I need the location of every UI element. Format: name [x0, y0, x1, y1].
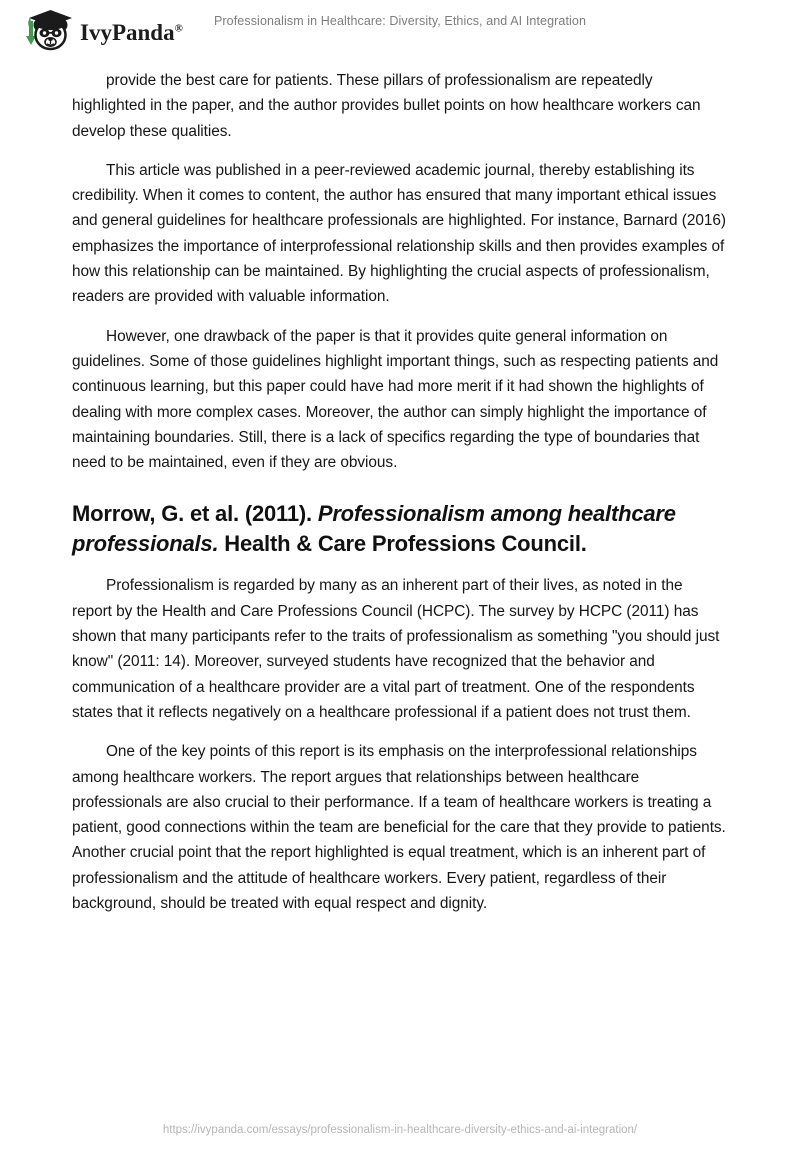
paragraph-continuation: provide the best care for patients. These pillars of professionalism are repeatedly highlighted in the paper, and the author provides bullet points on how healthcare workers can develop these qualities.: [72, 72, 701, 140]
reference-publisher: Health & Care Professions Council.: [218, 531, 587, 557]
source-url-link[interactable]: https://ivypanda.com/essays/professionalism-in-healthcare-diversity-ethics-and-ai-integration/: [162, 1124, 638, 1136]
paragraph-interprofessional-relationships: One of the key points of this report is its emphasis on the interprofessional relationships among healthcare workers. The report argues that relationships between healthcare professionals are also crucial to their performance. If a team of healthcare workers is treating a patient, good connections within the team are beneficial for the care that they provide to patients. Another crucial point that the report highlighted is equal treatment, which is an inherent part of professionalism and the attitude of healthcare workers. Every patient, regardless of their background, should be treated with equal respect and dignity.: [72, 743, 726, 913]
paragraph-hcpc-survey: Professionalism is regarded by many as an inherent part of their lives, as noted in the report by the Health and Care Professions Council (HCPC). The survey by HCPC (2011) has shown that many participants refer to the traits of professionalism as something "you should just know" (2011: 14). Moreover, surveyed students have recognized that the behavior and communication of a healthcare provider are a vital part of treatment. One of the respondents states that it reflects negatively on a healthcare professional if a patient does not trust them.: [72, 577, 720, 721]
document-title: Professionalism in Healthcare: Diversity, Ethics, and AI Integration: [213, 14, 586, 28]
paragraph-peer-reviewed-credibility: This article was published in a peer-reviewed academic journal, thereby establishing its credibility. When it comes to content, the author has ensured that many important ethical issues and general guidelines for healthcare professionals are highlighted. For instance, Barnard (2016) emphasizes the importance of interprofessional relationship skills and then provides examples of how this relationship can be maintained. By highlighting the crucial aspects of professionalism, readers are provided with valuable information.: [72, 161, 726, 306]
reference-work-title: Professionalism among healthcare professionals.: [72, 501, 676, 557]
paragraph-drawback-general-guidelines: However, one drawback of the paper is that it provides quite general information on guidelines. Some of those guidelines highlight important things, such as respecting patients and continuous learning, but this paper could have had more merit if it had shown the highlights of dealing with more complex cases. Moreover, the author can simply highlight the importance of maintaining boundaries. Still, there is a lack of specifics regarding the type of boundaries that need to be maintained, even if they are obvious.: [72, 327, 719, 472]
registered-trademark-icon: ®: [174, 21, 183, 34]
page-header: [0, 0, 800, 62]
reference-heading-morrow: [72, 499, 726, 559]
document-body: [72, 68, 726, 930]
brand-name-text: IvyPanda: [80, 19, 175, 45]
page-footer: [0, 1120, 800, 1138]
reference-citation-prefix: Morrow, G. et al. (2011).: [72, 501, 318, 527]
